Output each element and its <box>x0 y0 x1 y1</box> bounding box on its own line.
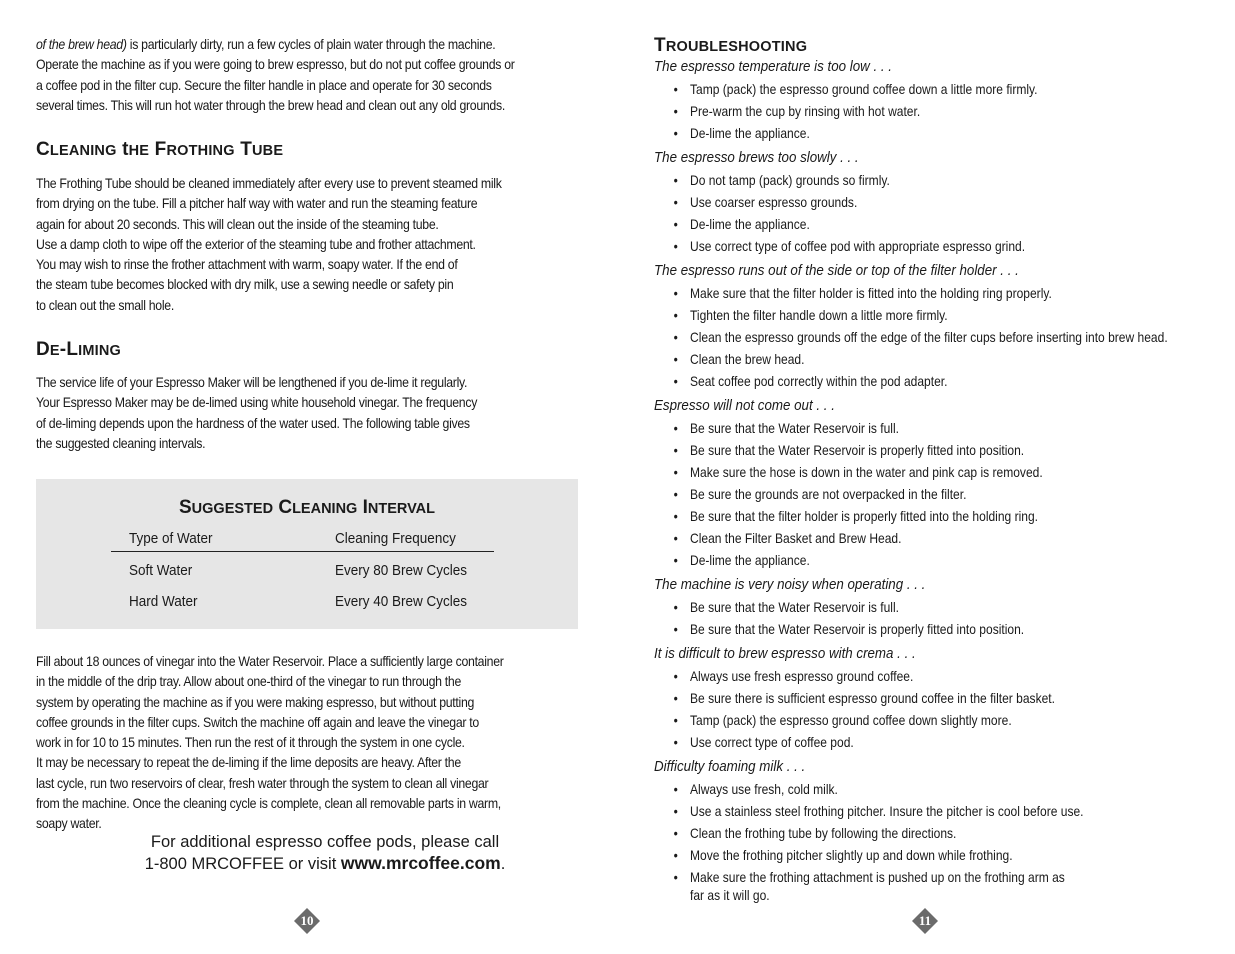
trouble-question: The espresso brews too slowly . . . <box>654 150 859 166</box>
troubleshooting-heading: TROUBLESHOOTING <box>654 35 808 56</box>
vinegar-line: system by operating the machine as if you were making espresso, but without putting <box>36 693 475 710</box>
cleaning-interval-table <box>36 479 578 629</box>
intro-italic: of the brew head) <box>36 36 127 52</box>
trouble-bullet: • Clean the espresso grounds off the edge of the filter cups before inserting into brew head. <box>690 329 1168 345</box>
vinegar-line: coffee grounds in the filter cups. Switch the machine off again and leave the vinegar to <box>36 713 479 730</box>
footer-line-2-suffix: . <box>500 855 506 873</box>
trouble-bullet: • Be sure that the Water Reservoir is full. <box>690 420 899 436</box>
intro-paragraph <box>36 34 515 115</box>
trouble-bullet: • Tamp (pack) the espresso ground coffee down a little more firmly. <box>690 81 1038 97</box>
trouble-bullet: • Clean the frothing tube by following the directions. <box>690 825 956 841</box>
frothing-line: again for about 20 seconds. This will clean out the inside of the steaming tube. <box>36 215 439 232</box>
table-header-rule <box>111 551 494 552</box>
page-number-badge-left <box>294 908 320 934</box>
frothing-line: You may wish to rinse the frother attachment with warm, soapy water. If the end of <box>36 256 458 273</box>
table-cell: Every 80 Brew Cycles <box>335 562 468 579</box>
intro-line-0-rest: is particularly dirty, run a few cycles of plain water through the machine. <box>126 36 496 52</box>
vinegar-line: work in for 10 to 15 minutes. Then run the rest of it through the system in one cycle. <box>36 734 465 751</box>
trouble-bullet: • Be sure that the Water Reservoir is full. <box>690 599 899 615</box>
website-link[interactable]: www.mrcoffee.com <box>340 853 501 873</box>
table-cell: Hard Water <box>129 593 198 610</box>
frothing-paragraph <box>36 173 502 315</box>
trouble-bullet: • Make sure that the filter holder is fitted into the holding ring properly. <box>690 285 1052 301</box>
deliming-heading: DE-LIMING <box>36 339 122 360</box>
intro-line: Operate the machine as if you were going to brew espresso, but do not put coffee grounds or <box>36 56 515 73</box>
frothing-line: the steam tube becomes blocked with dry milk, use a sewing needle or safety pin <box>36 276 454 293</box>
trouble-bullet: • Use a stainless steel frothing pitcher. Insure the pitcher is cool before use. <box>690 803 1084 819</box>
trouble-bullet: • Make sure the hose is down in the water and pink cap is removed. <box>690 464 1043 480</box>
vinegar-line: from the machine. Once the cleaning cycle is complete, clean all removable parts in warm, <box>36 795 501 812</box>
table-header-frequency: Cleaning Frequency <box>335 530 456 547</box>
page-number: 11 <box>918 913 932 928</box>
trouble-question: Espresso will not come out . . . <box>654 398 835 414</box>
trouble-bullet: • De-lime the appliance. <box>690 125 810 141</box>
frothing-line: from drying on the tube. Fill a pitcher half way with water and run the steaming feature <box>36 195 478 212</box>
trouble-bullet: • Always use fresh, cold milk. <box>690 781 838 797</box>
trouble-bullet: • De-lime the appliance. <box>690 552 810 568</box>
trouble-bullet: • Be sure the grounds are not overpacked in the filter. <box>690 486 966 502</box>
table-title: SUGGESTED CLEANING INTERVAL <box>178 497 436 518</box>
deliming-line: of de-liming depends upon the hardness of the water used. The following table gives <box>36 414 470 431</box>
trouble-bullet: • De-lime the appliance. <box>690 216 810 232</box>
trouble-bullet: • Be sure that the Water Reservoir is properly fitted into position. <box>690 621 1024 637</box>
deliming-line: The service life of your Espresso Maker will be lengthened if you de-lime it regularly. <box>36 374 468 390</box>
deliming-line: the suggested cleaning intervals. <box>36 434 206 451</box>
footer-note <box>100 832 550 875</box>
trouble-bullet: • Do not tamp (pack) grounds so firmly. <box>690 172 890 188</box>
trouble-bullet: • Tighten the filter handle down a little more firmly. <box>690 307 948 323</box>
table-cell: Soft Water <box>129 562 193 579</box>
table-header-water: Type of Water <box>129 530 213 547</box>
frothing-line: Use a damp cloth to wipe off the exterior of the steaming tube and frother attachment. <box>36 235 476 252</box>
trouble-bullet: • Move the frothing pitcher slightly up and down while frothing. <box>690 847 1013 863</box>
trouble-bullet: • Clean the Filter Basket and Brew Head. <box>690 530 901 546</box>
vinegar-line: Fill about 18 ounces of vinegar into the Water Reservoir. Place a sufficiently large container <box>36 653 504 669</box>
trouble-question: Difficulty foaming milk . . . <box>654 759 806 775</box>
trouble-bullet: • Always use fresh espresso ground coffee. <box>690 668 913 684</box>
trouble-question: The espresso runs out of the side or top of the filter holder . . . <box>654 263 1019 279</box>
vinegar-line: last cycle, run two reservoirs of clear, fresh water through the system to clean all vinegar <box>36 774 489 791</box>
trouble-question: The machine is very noisy when operating . . . <box>654 577 926 593</box>
table-cell: Every 40 Brew Cycles <box>335 593 468 610</box>
trouble-question: The espresso temperature is too low . . . <box>654 59 893 75</box>
footer-line-2: 1-800 MRCOFFEE or visit <box>144 855 341 873</box>
frothing-heading: CLEANING tHE FROTHING TUBE <box>36 139 284 160</box>
intro-line: a coffee pod in the filter cup. Secure the filter handle in place and operate for 30 seconds <box>36 76 492 93</box>
page-number-badge-right <box>912 908 938 934</box>
vinegar-line: in the middle of the drip tray. Allow about one-third of the vinegar to run through the <box>36 673 461 690</box>
trouble-question: It is difficult to brew espresso with crema . . . <box>654 646 916 662</box>
vinegar-paragraph <box>36 651 504 834</box>
trouble-bullet: • Use correct type of coffee pod with appropriate espresso grind. <box>690 238 1025 254</box>
vinegar-line: It may be necessary to repeat the de-liming if the lime deposits are heavy. After the <box>36 754 461 771</box>
trouble-bullet: • Seat coffee pod correctly within the pod adapter. <box>690 373 947 389</box>
trouble-bullet: • Pre-warm the cup by rinsing with hot water. <box>690 103 920 119</box>
intro-line: several times. This will run hot water through the brew head and clean out any old grounds. <box>36 96 505 113</box>
trouble-bullet: far as it will go. <box>690 887 770 903</box>
trouble-bullet: • Tamp (pack) the espresso ground coffee down slightly more. <box>690 712 1012 728</box>
vinegar-line: soapy water. <box>36 815 102 832</box>
trouble-bullet: • Use correct type of coffee pod. <box>690 734 854 750</box>
trouble-bullet: • Clean the brew head. <box>690 351 804 367</box>
trouble-bullet: • Make sure the frothing attachment is pushed up on the frothing arm as <box>690 869 1065 885</box>
deliming-paragraph <box>36 372 477 453</box>
trouble-bullet: • Be sure that the Water Reservoir is properly fitted into position. <box>690 442 1024 458</box>
trouble-bullet: • Use coarser espresso grounds. <box>690 194 857 210</box>
frothing-line: The Frothing Tube should be cleaned immediately after every use to prevent steamed milk <box>36 175 502 191</box>
deliming-line: Your Espresso Maker may be de-limed using white household vinegar. The frequency <box>36 394 478 411</box>
footer-line-1: For additional espresso coffee pods, please call <box>150 833 500 851</box>
trouble-bullet: • Be sure there is sufficient espresso ground coffee in the filter basket. <box>690 690 1055 706</box>
trouble-bullet: • Be sure that the filter holder is properly fitted into the holding ring. <box>690 508 1038 524</box>
page-number: 10 <box>300 913 314 928</box>
frothing-line: to clean out the small hole. <box>36 296 174 313</box>
